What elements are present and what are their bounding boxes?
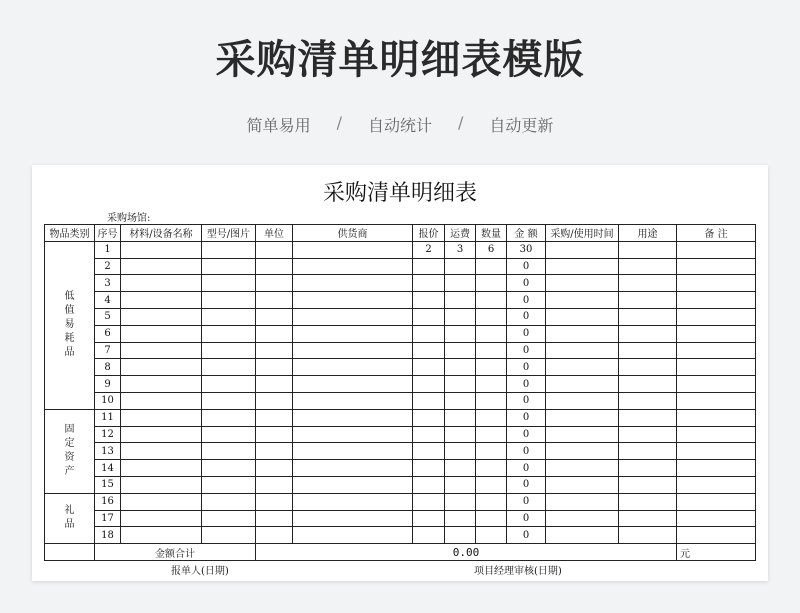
column-header: 供货商 [293,225,413,242]
amount-cell: 0 [507,342,546,359]
row-number-cell: 5 [95,308,121,325]
amount-cell: 0 [507,476,546,493]
category-char: 品 [64,347,75,359]
price-cell [413,392,445,409]
purpose-cell [619,325,677,342]
remark-cell [677,409,756,426]
feature-tags [0,113,800,136]
column-header: 备 注 [677,225,756,242]
category-char: 固 [64,424,75,436]
purpose-cell [619,359,677,376]
price-cell [413,510,445,527]
purpose-cell [619,342,677,359]
price-cell [413,527,445,544]
quantity-cell: 6 [476,241,507,258]
row-number-cell: 3 [95,275,121,292]
row-number-cell: 8 [95,359,121,376]
amount-cell: 0 [507,376,546,393]
column-header: 序号 [95,225,121,242]
model-cell [202,476,256,493]
price-cell [413,359,445,376]
supplier-cell [293,308,413,325]
material-name-cell [121,409,202,426]
model-cell [202,460,256,477]
amount-cell: 0 [507,527,546,544]
remark-cell [677,426,756,443]
supplier-cell [293,460,413,477]
purpose-cell [619,376,677,393]
row-number-cell: 10 [95,392,121,409]
amount-cell: 0 [507,510,546,527]
model-cell [202,325,256,342]
unit-cell [256,359,293,376]
material-name-cell [121,308,202,325]
material-name-cell [121,359,202,376]
unit-cell [256,443,293,460]
purchase-time-cell [546,392,619,409]
remark-cell [677,443,756,460]
model-cell [202,241,256,258]
table-row [45,409,756,426]
remark-cell [677,376,756,393]
row-number-cell: 12 [95,426,121,443]
freight-cell: 3 [445,241,476,258]
supplier-cell [293,359,413,376]
quantity-cell [476,308,507,325]
row-number-cell: 17 [95,510,121,527]
amount-cell: 0 [507,409,546,426]
freight-cell [445,258,476,275]
unit-cell [256,258,293,275]
freight-cell [445,426,476,443]
table-row [45,493,756,510]
quantity-cell [476,292,507,309]
purpose-cell [619,527,677,544]
model-cell [202,409,256,426]
category-cell [45,409,95,493]
quantity-cell [476,392,507,409]
purchase-time-cell [546,376,619,393]
price-cell [413,325,445,342]
price-cell [413,308,445,325]
amount-cell: 0 [507,275,546,292]
remark-cell [677,308,756,325]
quantity-cell [476,342,507,359]
material-name-cell [121,443,202,460]
model-cell [202,359,256,376]
model-cell [202,510,256,527]
model-cell [202,426,256,443]
column-header: 材料/设备名称 [121,225,202,242]
column-header: 金 额 [507,225,546,242]
category-char: 易 [64,319,75,331]
material-name-cell [121,426,202,443]
purpose-cell [619,241,677,258]
supplier-cell [293,325,413,342]
price-cell [413,443,445,460]
unit-cell [256,476,293,493]
freight-cell [445,510,476,527]
row-number-cell: 14 [95,460,121,477]
quantity-cell [476,527,507,544]
freight-cell [445,527,476,544]
table-row [45,275,756,292]
table-row [45,241,756,258]
sheet-title: 采购清单明细表 [322,181,477,206]
row-number-cell: 13 [95,443,121,460]
purchase-time-cell [546,275,619,292]
unit-cell [256,275,293,292]
page-title: 采购清单明细表模版 [215,37,585,83]
quantity-cell [476,510,507,527]
amount-cell: 0 [507,426,546,443]
price-cell [413,460,445,477]
category-char: 产 [64,466,75,478]
model-cell [202,443,256,460]
purchase-time-cell [546,476,619,493]
freight-cell [445,308,476,325]
supplier-cell [293,292,413,309]
material-name-cell [121,258,202,275]
total-label: 金额合计 [95,544,256,561]
category-char: 礼 [64,505,75,517]
amount-cell: 0 [507,292,546,309]
table-row [45,392,756,409]
freight-cell [445,392,476,409]
remark-cell [677,359,756,376]
column-header: 物品类别 [45,225,95,242]
category-char: 定 [64,438,75,450]
supplier-cell [293,527,413,544]
purchase-time-cell [546,258,619,275]
purchase-time-cell [546,527,619,544]
feature-tag: 自动统计 [367,116,432,135]
row-number-cell: 18 [95,527,121,544]
remark-cell [677,342,756,359]
feature-tag: 简单易用 [246,116,311,135]
row-number-cell: 7 [95,342,121,359]
freight-cell [445,325,476,342]
remark-cell [677,292,756,309]
unit-cell [256,426,293,443]
freight-cell [445,359,476,376]
unit-cell [256,409,293,426]
purpose-cell [619,392,677,409]
tag-separator: / [458,113,464,132]
unit-cell [256,376,293,393]
purchase-time-cell [546,308,619,325]
material-name-cell [121,527,202,544]
total-blank-cell [45,544,95,561]
table-row [45,426,756,443]
price-cell [413,476,445,493]
supplier-cell [293,342,413,359]
row-number-cell: 11 [95,409,121,426]
unit-cell [256,292,293,309]
purchase-time-cell [546,443,619,460]
supplier-cell [293,493,413,510]
purchase-time-cell [546,342,619,359]
purchase-time-cell [546,241,619,258]
row-number-cell: 9 [95,376,121,393]
purpose-cell [619,460,677,477]
amount-cell: 0 [507,308,546,325]
purpose-cell [619,426,677,443]
feature-tag: 自动更新 [489,116,554,135]
supplier-cell [293,392,413,409]
category-char: 耗 [64,333,75,345]
category-char: 低 [64,291,75,303]
quantity-cell [476,426,507,443]
quantity-cell [476,443,507,460]
material-name-cell [121,241,202,258]
purpose-cell [619,510,677,527]
remark-cell [677,460,756,477]
model-cell [202,258,256,275]
supplier-cell [293,443,413,460]
column-header: 型号/图片 [202,225,256,242]
quantity-cell [476,258,507,275]
unit-cell [256,308,293,325]
purchase-time-cell [546,325,619,342]
table-row [45,308,756,325]
remark-cell [677,476,756,493]
model-cell [202,275,256,292]
purchase-time-cell [546,359,619,376]
freight-cell [445,342,476,359]
material-name-cell [121,376,202,393]
remark-cell [677,258,756,275]
quantity-cell [476,359,507,376]
table-row [45,376,756,393]
amount-cell: 0 [507,325,546,342]
purpose-cell [619,409,677,426]
price-cell [413,275,445,292]
tag-separator: / [336,113,342,132]
purpose-cell [619,292,677,309]
material-name-cell [121,510,202,527]
amount-cell: 0 [507,460,546,477]
row-number-cell: 2 [95,258,121,275]
remark-cell [677,275,756,292]
supplier-cell [293,426,413,443]
supplier-cell [293,275,413,292]
column-header: 用途 [619,225,677,242]
unit-cell [256,342,293,359]
unit-cell [256,460,293,477]
material-name-cell [121,292,202,309]
remark-cell [677,241,756,258]
category-char: 资 [64,452,75,464]
purchase-time-cell [546,510,619,527]
purpose-cell [619,275,677,292]
unit-cell [256,510,293,527]
unit-cell [256,493,293,510]
row-number-cell: 4 [95,292,121,309]
quantity-cell [476,325,507,342]
unit-cell [256,392,293,409]
unit-cell [256,325,293,342]
category-char: 值 [64,305,75,317]
purpose-cell [619,476,677,493]
purpose-cell [619,443,677,460]
model-cell [202,493,256,510]
table-row [45,342,756,359]
table-row [45,510,756,527]
column-header: 单位 [256,225,293,242]
price-cell [413,376,445,393]
amount-cell: 0 [507,493,546,510]
total-row [45,544,756,561]
table-row [45,443,756,460]
quantity-cell [476,409,507,426]
unit-cell [256,241,293,258]
amount-cell: 30 [507,241,546,258]
spreadsheet-preview [32,165,768,581]
price-cell [413,409,445,426]
venue-label: 采购场馆: [107,213,151,224]
price-cell [413,426,445,443]
material-name-cell [121,392,202,409]
footer-approver: 项目经理审核(日期) [474,566,562,577]
remark-cell [677,510,756,527]
purpose-cell [619,258,677,275]
supplier-cell [293,376,413,393]
category-char: 品 [64,519,75,531]
price-cell [413,493,445,510]
column-header: 运费 [445,225,476,242]
supplier-cell [293,258,413,275]
table-row [45,460,756,477]
quantity-cell [476,493,507,510]
material-name-cell [121,476,202,493]
supplier-cell [293,241,413,258]
purchase-table [44,224,756,561]
model-cell [202,527,256,544]
remark-cell [677,392,756,409]
amount-cell: 0 [507,258,546,275]
remark-cell [677,493,756,510]
quantity-cell [476,275,507,292]
purpose-cell [619,308,677,325]
purchase-time-cell [546,426,619,443]
freight-cell [445,460,476,477]
column-header: 采购/使用时间 [546,225,619,242]
table-row [45,258,756,275]
amount-cell: 0 [507,359,546,376]
material-name-cell [121,493,202,510]
quantity-cell [476,460,507,477]
remark-cell [677,527,756,544]
currency-unit: 元 [677,544,756,561]
unit-cell [256,527,293,544]
price-cell [413,258,445,275]
model-cell [202,342,256,359]
supplier-cell [293,476,413,493]
freight-cell [445,275,476,292]
amount-cell: 0 [507,392,546,409]
freight-cell [445,493,476,510]
price-cell [413,342,445,359]
quantity-cell [476,376,507,393]
category-cell [45,493,95,543]
purchase-time-cell [546,292,619,309]
model-cell [202,308,256,325]
supplier-cell [293,409,413,426]
freight-cell [445,292,476,309]
material-name-cell [121,275,202,292]
remark-cell [677,325,756,342]
material-name-cell [121,342,202,359]
row-number-cell: 1 [95,241,121,258]
table-row [45,359,756,376]
table-row [45,292,756,309]
freight-cell [445,409,476,426]
table-row [45,325,756,342]
material-name-cell [121,460,202,477]
category-cell [45,241,95,409]
supplier-cell [293,510,413,527]
model-cell [202,376,256,393]
quantity-cell [476,476,507,493]
table-row [45,476,756,493]
purchase-time-cell [546,460,619,477]
row-number-cell: 15 [95,476,121,493]
amount-cell: 0 [507,443,546,460]
material-name-cell [121,325,202,342]
total-value: 0.00 [256,544,677,561]
purchase-time-cell [546,493,619,510]
model-cell [202,292,256,309]
header-row [45,225,756,242]
column-header: 数量 [476,225,507,242]
row-number-cell: 6 [95,325,121,342]
table-row [45,527,756,544]
freight-cell [445,376,476,393]
price-cell [413,292,445,309]
row-number-cell: 16 [95,493,121,510]
column-header: 报价 [413,225,445,242]
freight-cell [445,476,476,493]
freight-cell [445,443,476,460]
purpose-cell [619,493,677,510]
price-cell: 2 [413,241,445,258]
model-cell [202,392,256,409]
purchase-time-cell [546,409,619,426]
footer-submitter: 报单人(日期) [171,566,229,577]
